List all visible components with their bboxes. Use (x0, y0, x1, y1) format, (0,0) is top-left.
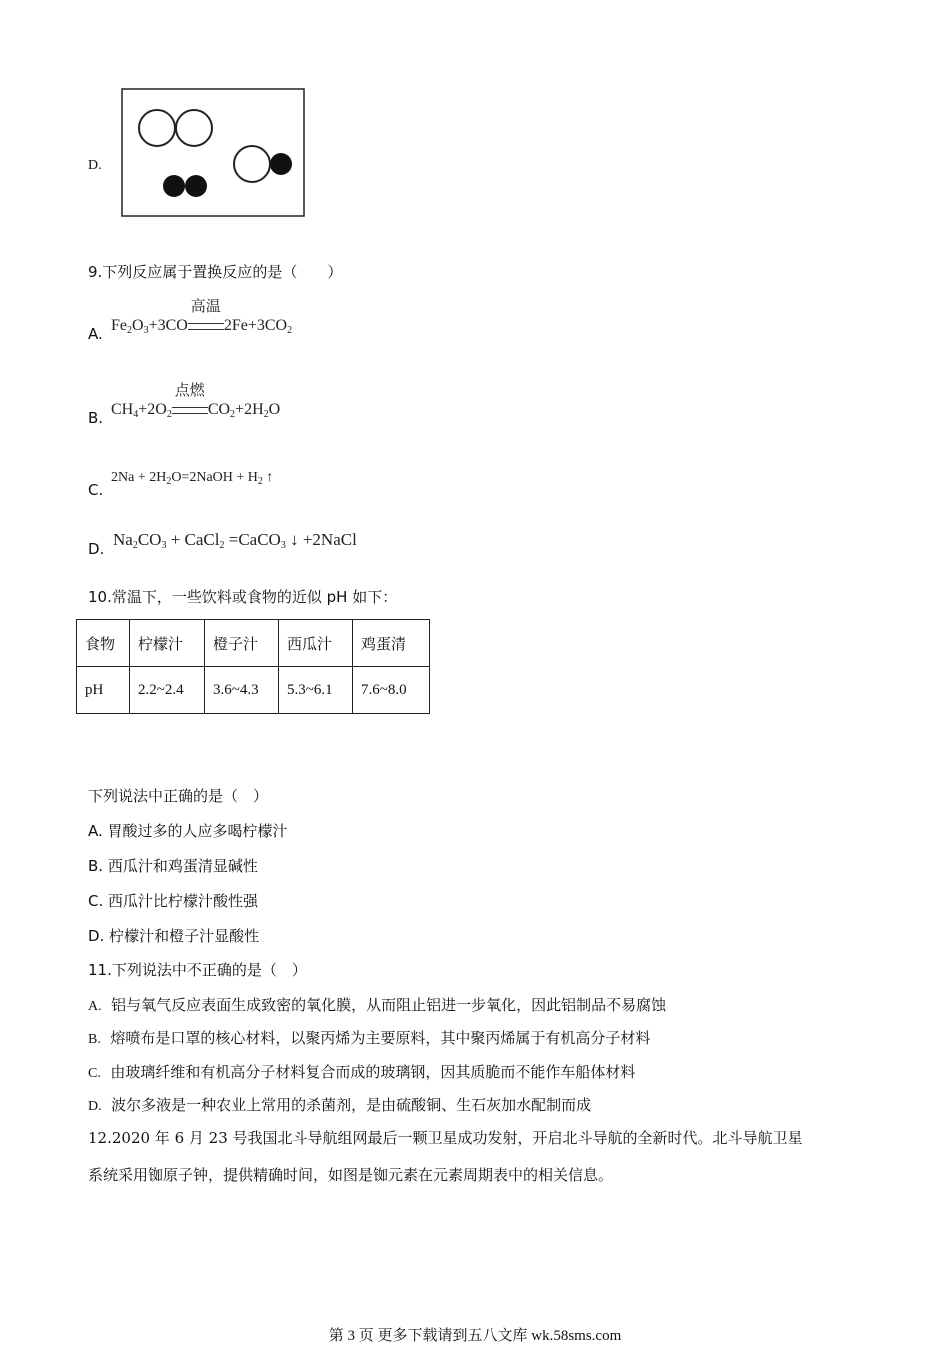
reaction-condition: 高温 (188, 317, 224, 335)
q12-line-1: 12.2020 年 6 月 23 号我国北斗导航组网最后一颗卫星成功发射，开启北斗导航的全新时代。北斗导航卫星 (88, 1129, 803, 1147)
q11-option-c: C. 由玻璃纤维和有机高分子材料复合而成的玻璃钢，因其质脆而不能作车船体材料 (88, 1065, 636, 1081)
white-atom (234, 146, 270, 182)
q9-option-d-equation: $Na_2CO_3$ + CaCl$_2$ =CaCO$_3$ ↓ +2NaCl (113, 530, 357, 551)
q8-option-d-label: D. (88, 158, 102, 173)
q9-option-c-equation: $2Na + 2H_2O=2NaOH + H_2$ ↑ (111, 470, 274, 487)
q10-question: 下列说法中正确的是（ ） (88, 789, 269, 805)
table-cell: 鸡蛋清 (353, 620, 430, 667)
q10-stem: 10.常温下，一些饮料或食物的近似 pH 如下： (88, 588, 398, 606)
q11-option-a: A. 铝与氧气反应表面生成致密的氧化膜，从而阻止铝进一步氧化，因此铝制品不易腐蚀 (88, 998, 667, 1014)
ph-table (76, 619, 430, 714)
q9-option-d-label: D. (88, 540, 105, 558)
q10-option-c: C. 西瓜汁比柠檬汁酸性强 (88, 892, 259, 910)
black-atom (270, 153, 292, 175)
q9-option-a-equation: $Fe_2O_3+3CO$ 高温 $2Fe+3CO_2$ (111, 299, 293, 336)
white-atom (176, 110, 212, 146)
reaction-condition: 点燃 (172, 401, 208, 419)
table-cell: 2.2~2.4 (130, 667, 205, 714)
q10-option-a: A. 胃酸过多的人应多喝柠檬汁 (88, 822, 288, 840)
black-atom (185, 175, 207, 197)
q10-option-b: B. 西瓜汁和鸡蛋清显碱性 (88, 857, 258, 875)
table-cell: 柠檬汁 (130, 620, 205, 667)
q10-option-d: D. 柠檬汁和橙子汁显酸性 (88, 927, 260, 945)
table-row (77, 620, 430, 667)
table-cell: 5.3~6.1 (279, 667, 353, 714)
page-footer: 第 3 页 更多下载请到五八文库 wk.58sms.com (328, 1328, 622, 1344)
table-cell: pH (77, 667, 130, 714)
table-cell: 橙子汁 (205, 620, 279, 667)
q8-molecule-diagram (121, 88, 306, 218)
q9-option-c-label: C. (88, 481, 104, 499)
q9-stem: 9.下列反应属于置换反应的是（ ） (88, 263, 343, 281)
q9-option-b-label: B. (88, 409, 104, 427)
q9-option-a-label: A. (88, 325, 103, 343)
table-cell: 西瓜汁 (279, 620, 353, 667)
table-cell: 3.6~4.3 (205, 667, 279, 714)
diagram-frame (122, 89, 304, 216)
q9-option-b-equation: $CH_4+2O_2$ 点燃 $CO_2+2H_2O$ (111, 383, 281, 420)
q11-stem: 11.下列说法中不正确的是（ ） (88, 961, 307, 979)
q11-option-b: B. 熔喷布是口罩的核心材料，以聚丙烯为主要原料，其中聚丙烯属于有机高分子材料 (88, 1031, 651, 1047)
table-cell: 食物 (77, 620, 130, 667)
table-row (77, 667, 430, 714)
black-atom (163, 175, 185, 197)
table-cell: 7.6~8.0 (353, 667, 430, 714)
q12-line-2: 系统采用铷原子钟，提供精确时间，如图是铷元素在元素周期表中的相关信息。 (88, 1168, 614, 1184)
white-atom (139, 110, 175, 146)
q11-option-d: D. 波尔多液是一种农业上常用的杀菌剂，是由硫酸铜、生石灰加水配制而成 (88, 1098, 592, 1114)
